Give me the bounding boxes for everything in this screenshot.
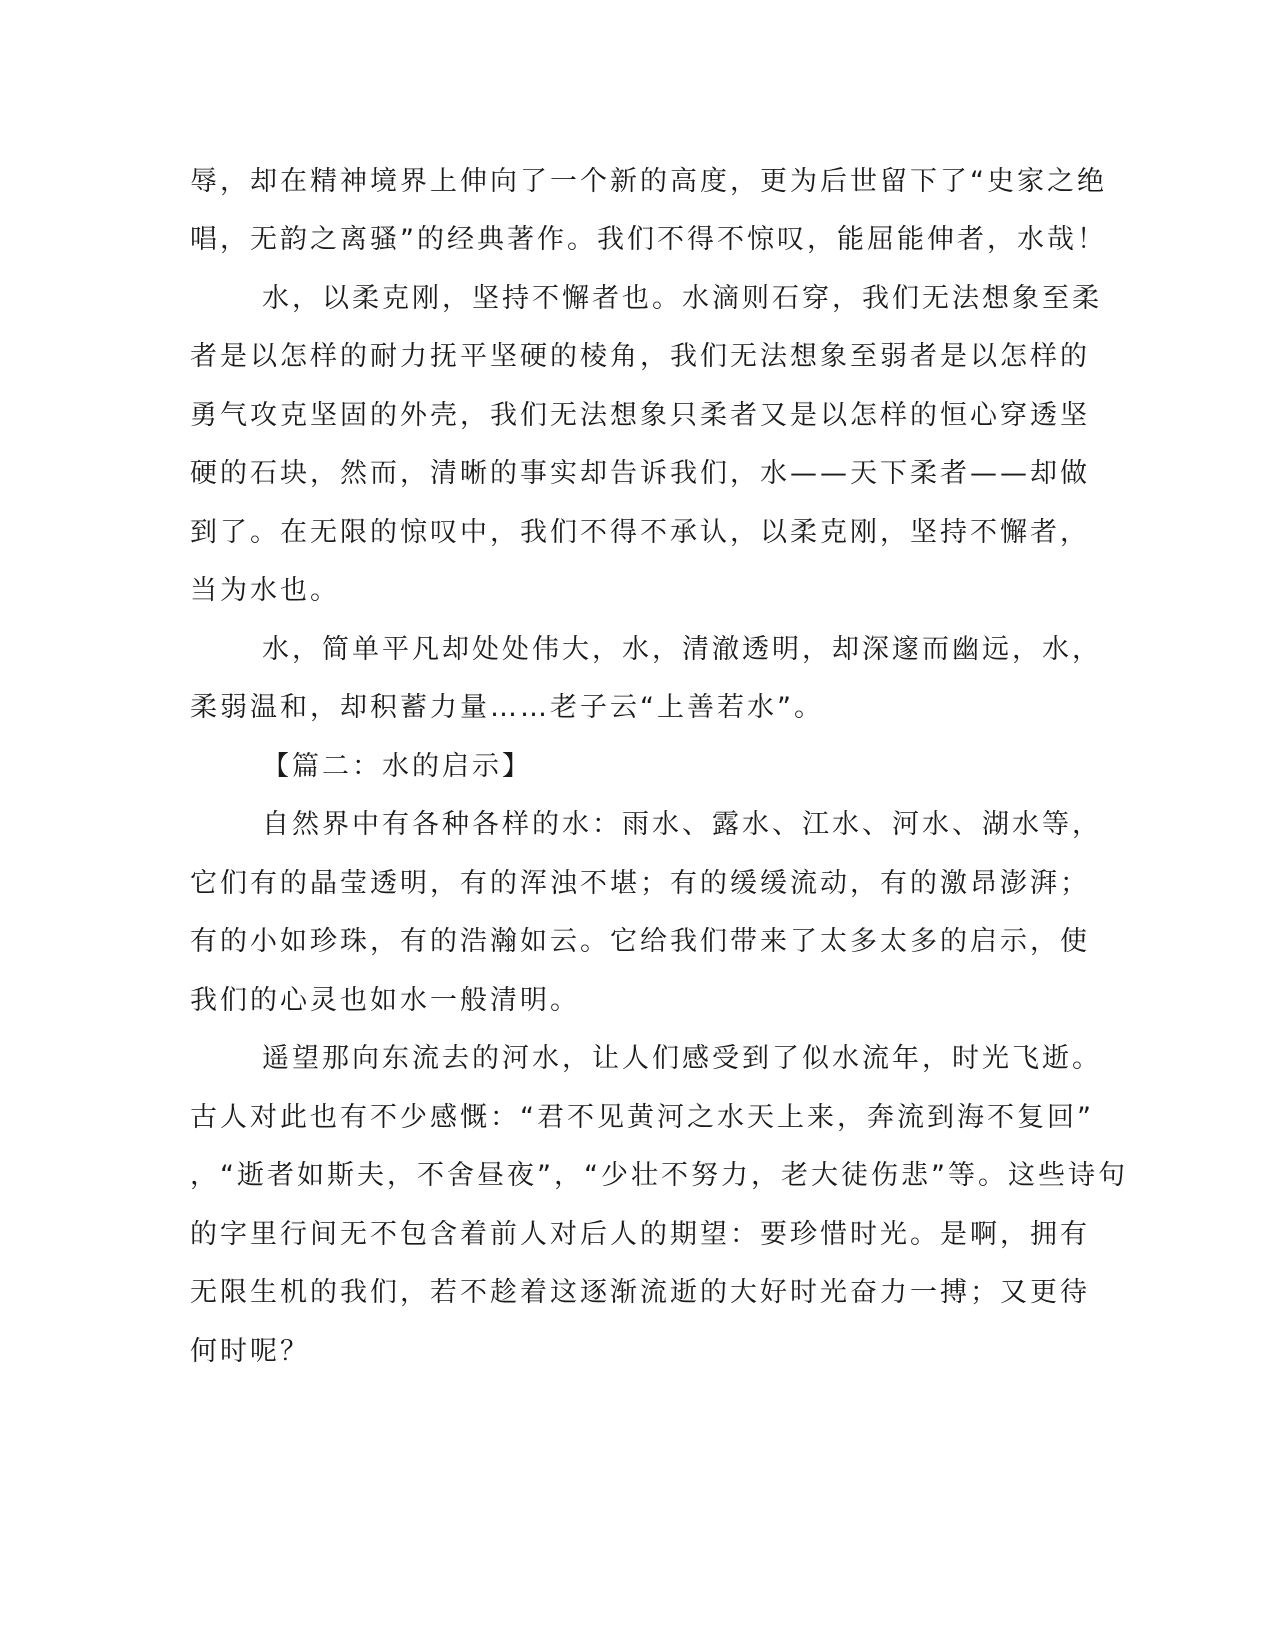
paragraph-first-line: 水，以柔克刚，坚持不懈者也。水滴则石穿，我们无法想象至柔 xyxy=(262,283,1102,314)
text-line: 何时呢？ xyxy=(190,1336,310,1367)
text-line: 当为水也。 xyxy=(190,575,340,606)
text-line: ，“逝者如斯夫，不舍昼夜”，“少壮不努力，老大徒伤悲”等。这些诗句 xyxy=(190,1160,1128,1191)
text-line: 我们的心灵也如水一般清明。 xyxy=(190,985,580,1016)
paragraph-first-line: 水，简单平凡却处处伟大，水，清澈透明，却深邃而幽远，水， xyxy=(262,634,1102,665)
paragraph-first-line: 自然界中有各种各样的水：雨水、露水、江水、河水、湖水等， xyxy=(262,809,1102,840)
text-line: 唱，无韵之离骚”的经典著作。我们不得不惊叹，能屈能伸者，水哉！ xyxy=(190,224,1107,255)
paragraph-first-line: 遥望那向东流去的河水，让人们感受到了似水流年，时光飞逝。 xyxy=(262,1043,1102,1074)
text-line: 硬的石块，然而，清晰的事实却告诉我们，水——天下柔者——却做 xyxy=(190,458,1090,489)
section-heading: 【篇二：水的启示】 xyxy=(262,751,532,782)
text-line: 有的小如珍珠，有的浩瀚如云。它给我们带来了太多太多的启示，使 xyxy=(190,926,1090,957)
text-line: 的字里行间无不包含着前人对后人的期望：要珍惜时光。是啊，拥有 xyxy=(190,1219,1090,1250)
text-line: 者是以怎样的耐力抚平坚硬的棱角，我们无法想象至弱者是以怎样的 xyxy=(190,341,1090,372)
text-line: 它们有的晶莹透明，有的浑浊不堪；有的缓缓流动，有的激昂澎湃； xyxy=(190,868,1090,899)
text-line: 柔弱温和，却积蓄力量……老子云“上善若水”。 xyxy=(190,692,824,723)
text-line: 勇气攻克坚固的外壳，我们无法想象只柔者又是以怎样的恒心穿透坚 xyxy=(190,400,1090,431)
text-line: 无限生机的我们，若不趁着这逐渐流逝的大好时光奋力一搏；又更待 xyxy=(190,1277,1090,1308)
text-line: 到了。在无限的惊叹中，我们不得不承认，以柔克刚，坚持不懈者， xyxy=(190,517,1090,548)
text-line: 古人对此也有不少感慨：“君不见黄河之水天上来，奔流到海不复回” xyxy=(190,1102,1094,1133)
text-line: 辱，却在精神境界上伸向了一个新的高度，更为后世留下了“史家之绝 xyxy=(190,166,1107,197)
